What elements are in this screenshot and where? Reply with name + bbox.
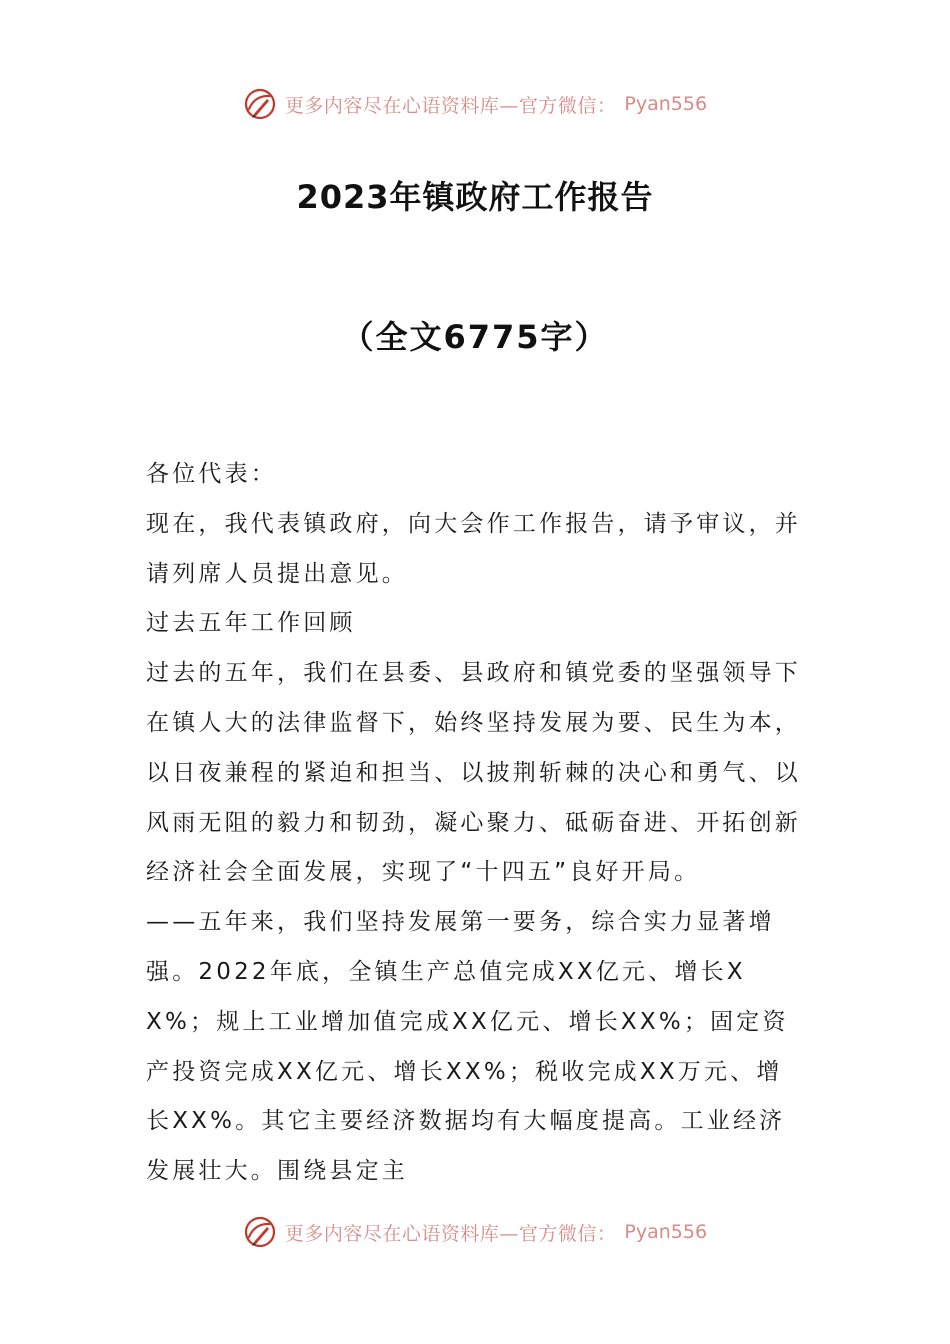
watermark-account: Pyan556 <box>624 1221 708 1243</box>
paragraph-intro: 现在，我代表镇政府，向大会作工作报告，请予审议，并请列席人员提出意见。 <box>146 510 801 587</box>
section-heading: 过去五年工作回顾 <box>146 610 356 637</box>
document-title: 2023年镇政府工作报告 <box>296 178 654 216</box>
document-subtitle: （全文6775字） <box>341 318 609 356</box>
pen-circle-logo-icon <box>243 1215 277 1249</box>
watermark-account: Pyan556 <box>624 93 708 115</box>
document-body <box>146 450 806 1197</box>
watermark-header <box>0 84 950 124</box>
paragraph-review: 过去的五年，我们在县委、县政府和镇党委的坚强领导下在镇人大的法律监督下，始终坚持发展为要、民生为本，以日夜兼程的紧迫和担当、以披荆斩棘的决心和勇气、以风雨无阻的毅力和韧劲，凝心聚力、砥砺奋进、开拓创新经济社会全面发展，实现了“十四五”良好开局。 <box>146 660 801 886</box>
watermark-text: 更多内容尽在心语资料库—官方微信： <box>284 94 617 117</box>
paragraph-salutation: 各位代表： <box>146 461 277 487</box>
pen-circle-logo-icon <box>243 87 277 121</box>
watermark-text: 更多内容尽在心语资料库—官方微信： <box>284 1222 617 1245</box>
watermark-footer <box>0 1212 950 1252</box>
paragraph-economy: ——五年来，我们坚持发展第一要务，综合实力显著增强。2022年底，全镇生产总值完成XX亿元、增长XX%；规上工业增加值完成XX亿元、增长XX%；固定资产投资完成XX亿元、增长XX%；税收完成XX万元、增长XX%。其它主要经济数据均有大幅度提高。工业经济发展壮大。围绕县定主 <box>146 909 789 1185</box>
